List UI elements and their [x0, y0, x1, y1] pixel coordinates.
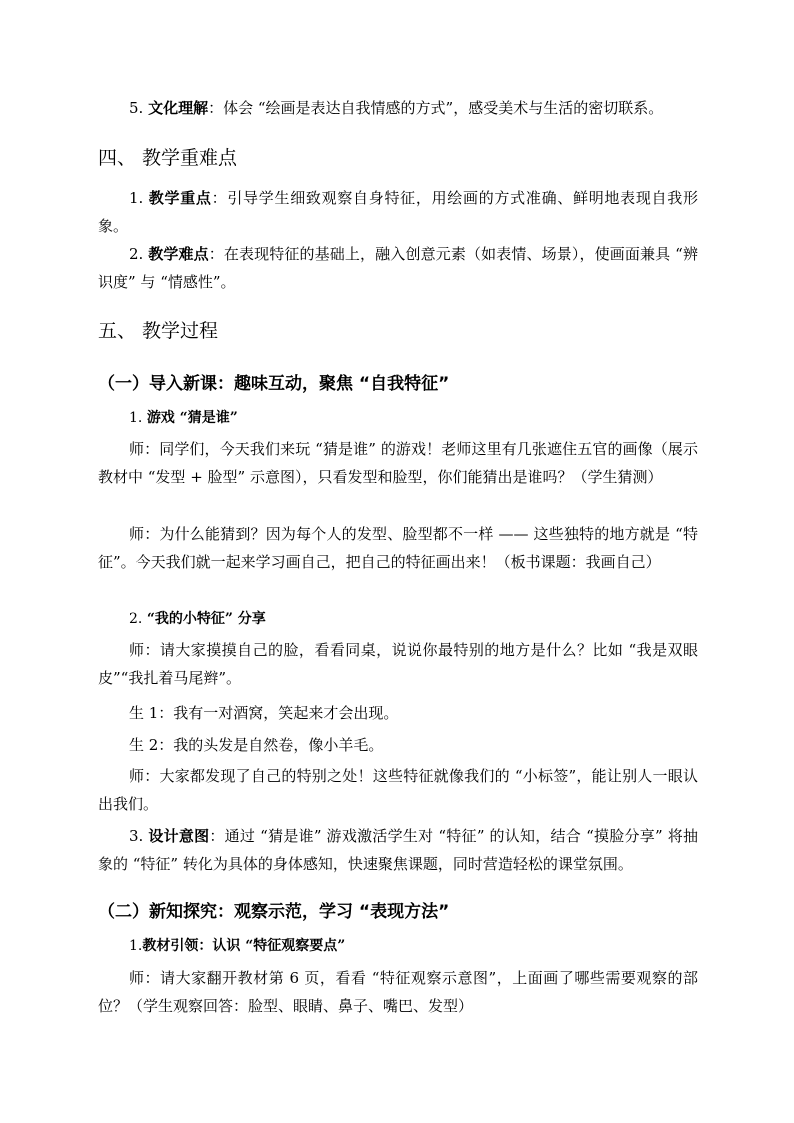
- part-1-sub-2: 2. “我的小特征” 分享: [129, 611, 266, 627]
- part-2-paragraph-1: 师：请大家翻开教材第 6 页，看看 “特征观察示意图”，上面画了哪些需要观察的部位？（学生观察回答：脸型、眼睛、鼻子、嘴巴、发型）: [98, 969, 698, 1015]
- section-5-title: 五、 教学过程: [98, 320, 219, 342]
- part-1-title: （一）导入新课：趣味互动，聚焦 “自我特征”: [98, 374, 450, 394]
- design-intent-paragraph: 3. 设计意图：通过 “猜是谁” 游戏激活学生对 “特征” 的认知，结合 “摸脸分享” 将抽象的 “特征” 转化为具体的身体感知，快速聚焦课题，同时营造轻松的课堂氛围。: [98, 827, 698, 873]
- student-2-answer: 生 2：我的头发是自然卷，像小羊毛。: [129, 736, 384, 754]
- part-2-sub-1: 1.教材引领：认识 “特征观察要点”: [129, 938, 346, 954]
- key-point-paragraph: 1. 教学重点：引导学生细致观察自身特征，用绘画的方式准确、鲜明地表现自我形象。: [98, 189, 698, 235]
- part-1-paragraph-1: 师：同学们，今天我们来玩 “猜是谁” 的游戏！老师这里有几张遮住五官的画像（展示教材中 “发型 + 脸型” 示意图），只看发型和脸型，你们能猜出是谁吗？（学生猜测）: [98, 440, 698, 486]
- part-1-paragraph-3: 师：请大家摸摸自己的脸，看看同桌，说说你最特别的地方是什么？比如 “我是双眼皮”“我扎着马尾辫”。: [98, 641, 698, 687]
- part-2-title: （二）新知探究：观察示范，学习 “表现方法”: [98, 902, 450, 922]
- student-1-answer: 生 1：我有一对酒窝，笑起来才会出现。: [129, 704, 399, 722]
- part-1-paragraph-6: 师：大家都发现了自己的特别之处！这些特征就像我们的 “小标签”，能让别人一眼认出我们。: [98, 767, 698, 813]
- difficult-point-paragraph: 2. 教学难点：在表现特征的基础上，融入创意元素（如表情、场景），使画面兼具 “辨识度” 与 “情感性”。: [98, 245, 698, 291]
- part-1-sub-1: 1. 游戏 “猜是谁”: [129, 410, 238, 426]
- section-4-title: 四、 教学重难点: [98, 147, 238, 169]
- part-1-paragraph-2: 师：为什么能猜到？因为每个人的发型、脸型都不一样 —— 这些独特的地方就是 “特征”。今天我们就一起来学习画自己，把自己的特征画出来！（板书课题：我画自己）: [98, 525, 698, 571]
- item-5-culture: 5. 文化理解：体会 “绘画是表达自我情感的方式”，感受美术与生活的密切联系。: [129, 99, 664, 117]
